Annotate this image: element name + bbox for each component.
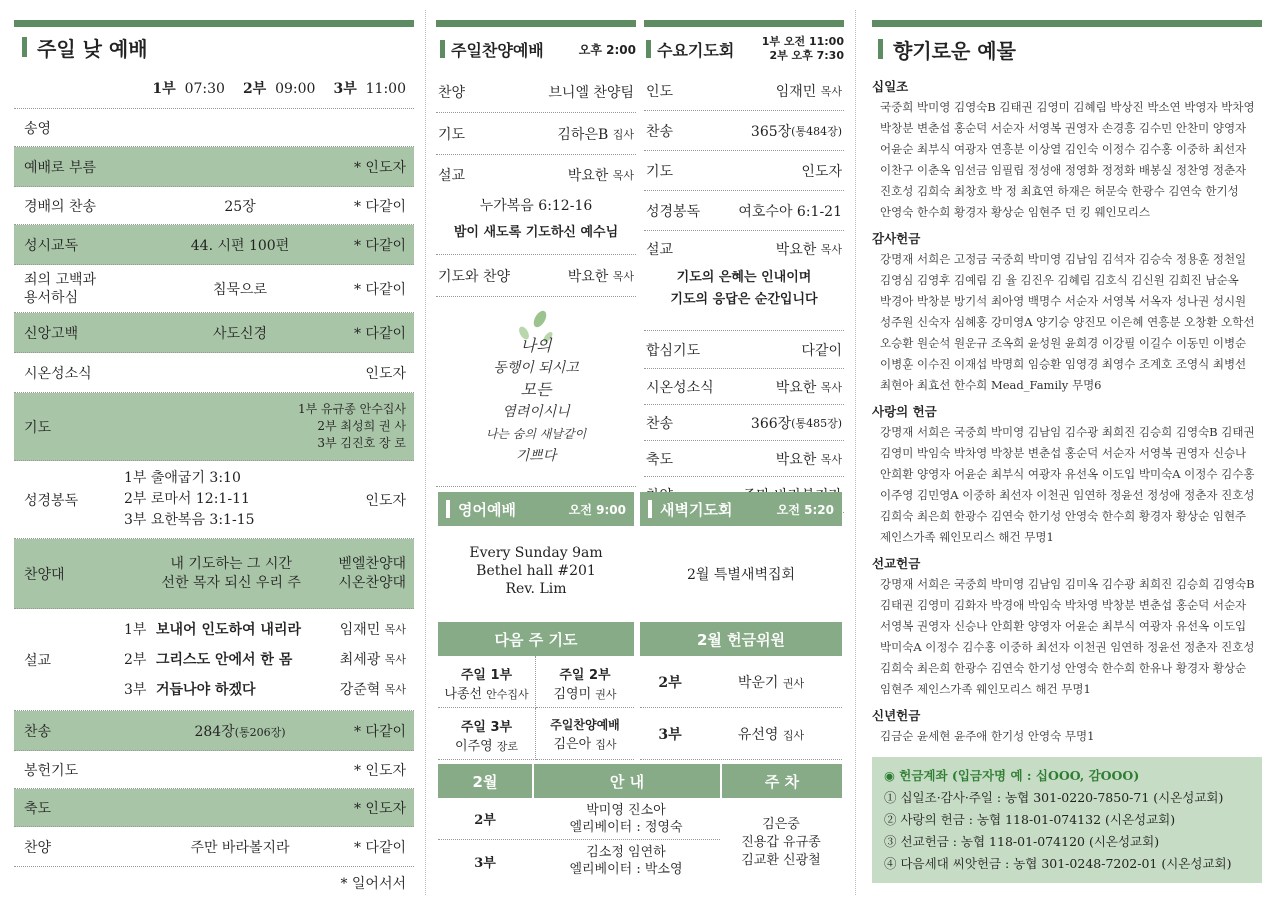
order-row: 예배로 부름 * 인도자: [14, 147, 414, 187]
wednesday-prayer-section: [644, 0, 844, 513]
order-row: 죄의 고백과 용서하심 침묵으로 * 다같이: [14, 265, 414, 313]
standing-note: * 일어서서: [340, 876, 406, 892]
group-head: 십일조: [872, 79, 909, 94]
name-list: [872, 249, 1262, 396]
sermon-item: 3부 거듭나야 하겠다 강준혁 목사: [124, 681, 406, 698]
name-line: 김희숙 최은희 한광수 김연숙 한기성 안영숙 한수희 황경자 황상순 임현주: [880, 509, 1247, 523]
order-row: 시온성소식 박요한 목사: [644, 369, 844, 405]
order-row: 성경봉독 여호수아 6:1-21: [644, 191, 844, 231]
parking-list: 김은중 진용갑 유규종 김교환 신광철: [741, 817, 821, 868]
name-list: [872, 422, 1262, 548]
bank-line: ② 사랑의 헌금 : 농협 118-01-074132 (시온성교회): [884, 812, 1176, 827]
order-row: 봉헌기도 * 인도자: [14, 751, 414, 789]
sunday-worship-section: [14, 0, 414, 897]
bank-title: ◉ 헌금계좌 (입금자명 예 : 십OOO, 감OOO): [884, 768, 1140, 783]
order-row: 찬송 366장 (통485장): [644, 405, 844, 441]
name-line: 박창분 변춘섭 홍순덕 서순자 서영복 권영자 손경흥 김수민 안찬미 양영자: [880, 121, 1247, 135]
section-bar: [872, 20, 1262, 27]
name-line: 박경아 박창분 방기석 최아영 백명수 서순자 서영복 서옥자 성나권 성시원: [880, 294, 1247, 308]
prayer-cell: 주일찬양예배 김은아 집사: [536, 708, 634, 760]
name-line: 박미숙A 이정수 김수홍 이중하 최선자 이천권 임연하 정윤선 정춘자 진호성: [880, 640, 1255, 654]
name-line: 안희환 양영자 어윤순 최부식 여광자 유선옥 이도입 박미숙A 이정수 김수홍: [880, 467, 1255, 481]
section-header: 2월 헌금위원: [640, 622, 842, 656]
divider: [425, 10, 426, 895]
order-row: 찬송 365장 (통484장): [644, 111, 844, 151]
divider: [855, 10, 856, 895]
offering-group: [872, 77, 1262, 223]
sermon-row: 설교 1부 보내어 인도하여 내리라 임재민 목사 2부 그리스도 안에서 한 몸 최세광 목사 3부 거듭나야 하겠다 강준혁 목사: [14, 609, 414, 711]
name-line: 오승환 원순석 원운규 조옥희 윤성원 윤희경 이강필 이길수 이동민 이병순: [880, 336, 1247, 350]
prayer-cell: 주일 1부 나종선 안수집사: [438, 656, 536, 708]
prayer-cell: 주일 3부 이주영 장로: [438, 708, 536, 760]
name-line: 어윤순 최부식 여광자 연흥분 이상열 김인숙 이정수 김수홍 이중하 최선자: [880, 142, 1247, 156]
offering-group: [872, 402, 1262, 548]
section-title: 주일찬양예배 오후 2:00: [436, 27, 636, 71]
prayer-cell: 주일 2부 김영미 권사: [536, 656, 634, 708]
order-row: 기도와 찬양 박요한 목사: [436, 255, 636, 297]
name-line: 서영복 권영자 신승나 안희환 양영자 어윤순 최부식 여광자 유선옥 이도입: [880, 619, 1247, 633]
name-line: 이병훈 이수진 이재섭 박명희 임승환 임영경 최영수 조계호 조영식 최병선: [880, 357, 1247, 371]
afternoon-sermon: 설교 박요한 목사 누가복음 6:12-16 밤이 새도록 기도하신 예수님: [436, 155, 636, 255]
name-list: [872, 97, 1262, 223]
name-line: 안영숙 한수희 황경자 황상순 임현주 던 킹 웨인모리스: [880, 205, 1150, 219]
name-list: [872, 574, 1262, 700]
name-line: 김영미 박임숙 박차영 박창분 변춘섭 홍순덕 서순자 서영복 권영자 신승나: [880, 446, 1247, 460]
order-row: 신앙고백 사도신경 * 다같이: [14, 313, 414, 353]
afternoon-worship-section: [436, 0, 636, 487]
name-line: 김영심 김영후 김예림 김 율 김진우 김혜림 김호식 김신원 김희진 남순옥: [880, 273, 1239, 287]
order-row: 축도 박요한 목사: [644, 441, 844, 477]
guide-row: 2부 박미영 진소아 엘리베이터 : 정영숙: [438, 798, 720, 840]
guide-body: [438, 798, 842, 882]
order-row: 찬양 브니엘 찬양팀: [436, 71, 636, 113]
offering-committee-section: [640, 622, 842, 760]
wednesday-sermon: 설교 박요한 목사 기도의 은혜는 인내이며 기도의 응답은 순간입니다: [644, 231, 844, 331]
name-line: 강명재 서희은 국중희 박미영 김남임 김수광 최희진 김승희 김영숙B 김태권: [880, 425, 1255, 439]
order-row: 경배의 찬송 25장 * 다같이: [14, 187, 414, 225]
bank-line: ① 십일조·감사·주일 : 농협 301-0220-7850-71 (시온성교회): [884, 790, 1224, 805]
name-line: 국중희 박미영 김영숙B 김태권 김영미 김혜림 박상진 박소연 박영자 박차영: [880, 100, 1255, 114]
sermon-title: 밤이 새도록 기도하신 예수님: [453, 225, 619, 240]
order-row: 축도 * 인도자: [14, 789, 414, 827]
order-row: 찬송 284장(통206장) * 다같이: [14, 711, 414, 751]
order-row: 합심기도 다같이: [644, 331, 844, 369]
order-row: 성시교독 44. 시편 100편 * 다같이: [14, 225, 414, 265]
committee-row: 3부 유선영 집사: [640, 708, 842, 760]
sermon-item: 2부 그리스도 안에서 한 몸 최세광 목사: [124, 651, 406, 668]
order-row: 찬양 주만 바라볼지라 * 다같이: [14, 827, 414, 867]
name-line: 이주영 김민영A 이중하 최선자 이천권 임연하 정윤선 정성애 정춘자 진호성: [880, 488, 1255, 502]
calligraphy-image: 나의 동행이 되시고 모든 염려이시니 나는 숨의 새날같이 기쁘다: [436, 297, 636, 487]
prayer-row: 기도 1부 유규종 안수집사 2부 최성희 권 사 3부 김진호 장 로: [14, 393, 414, 461]
order-row: 송영: [14, 109, 414, 147]
section-bar: [436, 20, 636, 27]
bank-account-box: [872, 757, 1262, 883]
name-line: 진호성 김희숙 최창호 박 정 최효연 하재은 허문숙 한광수 김연숙 한기성: [880, 184, 1239, 198]
group-head: 신년헌금: [872, 708, 921, 723]
section-bar: [14, 20, 414, 27]
bank-line: ④ 다음세대 씨앗헌금 : 농협 301-0248-7202-01 (시온성교회): [884, 856, 1232, 871]
section-header: 새벽기도회 오전 5:20: [640, 492, 842, 526]
name-line: 최현아 최효선 한수희 Mead_Family 무명6: [880, 378, 1102, 392]
name-line: 임현주 제인스가족 웨인모리스 해건 무명1: [880, 682, 1091, 696]
name-line: 성주원 신숙자 심혜홍 강미영A 양기승 양진모 이은혜 연흥분 오창환 오학선: [880, 315, 1255, 329]
section-title: 수요기도회 1부 오전 11:00 2부 오후 7:30: [644, 27, 844, 71]
next-prayer-section: [438, 622, 634, 760]
committee-row: 2부 박운기 권사: [640, 656, 842, 708]
prayer-grid: [438, 656, 634, 760]
name-line: 제인스가족 웨인모리스 해건 무명1: [880, 530, 1054, 544]
dawn-prayer-section: [640, 492, 842, 618]
english-worship-section: [438, 492, 634, 618]
order-row: 인도 임재민 목사: [644, 71, 844, 111]
section-header: 영어예배 오전 9:00: [438, 492, 634, 526]
name-line: 김태권 김영미 김화자 박경애 박임숙 박차영 박창분 변춘섭 홍순덕 서순자: [880, 598, 1247, 612]
sermon-verse: 누가복음 6:12-16: [479, 198, 593, 214]
order-row: 시온성소식 인도자: [14, 353, 414, 393]
name-line: 강명재 서희은 국중희 박미영 김남임 김미옥 김수광 최희진 김승희 김영숙B: [880, 577, 1255, 591]
scripture-row: 성경봉독 1부 출애굽기 3:10 2부 로마서 12:1-11 3부 요한복음 3:1-15 인도자: [14, 461, 414, 539]
name-line: 김희숙 최은희 한광수 김연숙 한기성 안영숙 한수희 한유나 황경자 황상순: [880, 661, 1247, 675]
english-info: Every Sunday 9am Bethel hall #201 Rev. Lim: [469, 545, 603, 597]
choir-row: 찬양대 내 기도하는 그 시간 선한 목자 되신 우리 주 벧엘찬양대 시온찬양대: [14, 539, 414, 609]
guide-row: 3부 김소정 임연하 엘리베이터 : 박소영: [474, 845, 683, 877]
guide-section: [438, 764, 842, 882]
offerings-section: [872, 0, 1262, 883]
name-line: 강명재 서희은 고정금 국중희 박미영 김남임 김석자 김승숙 정용훈 정천일: [880, 252, 1247, 266]
offering-group: [872, 554, 1262, 700]
offering-group: [872, 706, 1262, 747]
name-line: 이찬구 이춘옥 임선금 임필립 정성애 정영화 정정화 배봉실 정찬영 정춘자: [880, 163, 1247, 177]
sermon-item: 1부 보내어 인도하여 내리라 임재민 목사: [124, 621, 406, 638]
offering-group: [872, 229, 1262, 396]
group-head: 선교헌금: [872, 556, 921, 571]
guide-header: [438, 764, 842, 798]
section-title: 주일 낮 예배: [14, 27, 414, 67]
header-cell: 안 내: [534, 764, 720, 798]
header-cell: 2월: [438, 764, 532, 798]
bank-line: ③ 선교헌금 : 농협 118-01-074120 (시온성교회): [884, 834, 1160, 849]
section-bar: [644, 20, 844, 27]
section-header: 다음 주 기도: [438, 622, 634, 656]
section-title: 향기로운 예물: [872, 27, 1262, 71]
service-times: 1부 07:30 2부 09:00 3부 11:00: [14, 67, 414, 109]
dawn-info: 2월 특별새벽집회: [686, 567, 796, 583]
order-row: 기도 김하은B 집사: [436, 113, 636, 155]
group-head: 사랑의 헌금: [872, 404, 937, 419]
group-head: 감사헌금: [872, 231, 921, 246]
order-row: 기도 인도자: [644, 151, 844, 191]
name-list: [872, 726, 1262, 747]
name-line: 김금순 윤세현 윤주애 한기성 안영숙 무명1: [880, 729, 1095, 743]
header-cell: 주 차: [722, 764, 842, 798]
